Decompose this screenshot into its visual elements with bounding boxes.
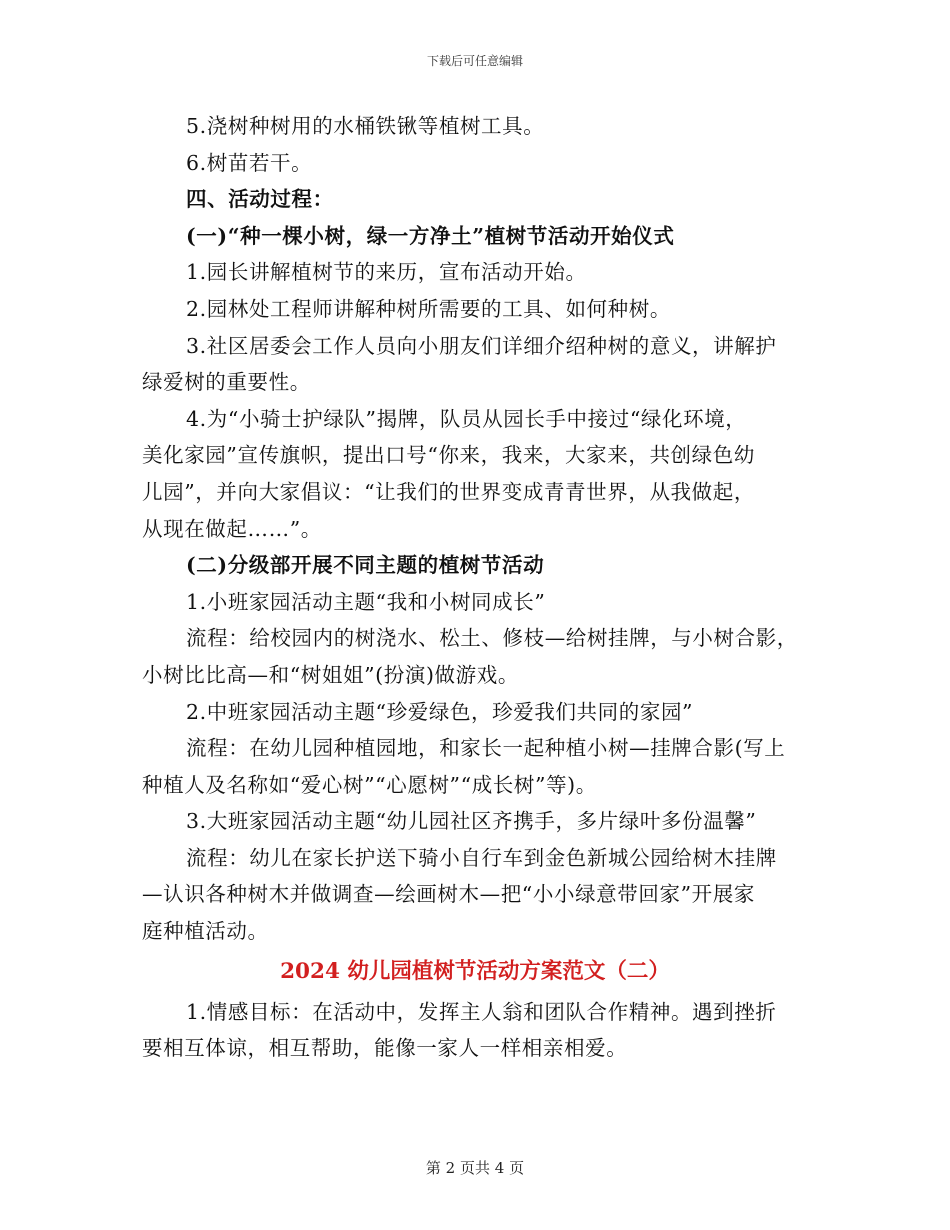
section-title: 2024 幼儿园植树节活动方案范文（二） [280,958,670,984]
text-line: 庭种植活动。 [142,919,269,944]
text-line: 流程：给校园内的树浇水、松土、修枝—给树挂牌，与小树合影， [186,626,798,651]
text-line: 3.大班家园活动主题“幼儿园社区齐携手，多片绿叶多份温馨” [186,809,757,834]
text-line: 2.园林处工程师讲解种树所需要的工具、如何种树。 [186,296,671,321]
text-line: 流程：幼儿在家长护送下骑小自行车到金色新城公园给树木挂牌 [186,845,777,870]
paragraph-block-after [142,994,808,1067]
paragraph-block-main [142,108,808,950]
text-line: (二)分级部开展不同主题的植树节活动 [186,553,545,578]
text-line: 四、活动过程： [186,187,334,212]
text-line: 2.中班家园活动主题“珍爱绿色，珍爱我们共同的家园” [186,699,694,724]
text-line: 从现在做起……”。 [142,516,322,541]
text-line: 要相互体谅，相互帮助，能像一家人一样相亲相爱。 [142,1036,628,1061]
text-line: 1.小班家园活动主题“我和小树同成长” [186,589,546,614]
text-line: 1.情感目标：在活动中，发挥主人翁和团队合作精神。遇到挫折 [186,999,777,1024]
text-line: 5.浇树种树用的水桶铁锹等植树工具。 [186,114,545,138]
text-line: 美化家园”宣传旗帜，提出口号“你来，我来，大家来，共创绿色幼 [142,443,755,468]
text-line: 3.社区居委会工作人员向小朋友们详细介绍种树的意义，讲解护 [186,333,777,358]
document-body [142,108,808,1067]
text-line: (一)“种一棵小树，绿一方净土”植树节活动开始仪式 [186,223,675,248]
text-line: 流程：在幼儿园种植园地，和家长一起种植小树—挂牌合影(写上 [186,736,786,761]
text-line: —认识各种树木并做调查—绘画树木—把“小小绿意带回家”开展家 [142,882,755,907]
text-line: 4.为“小骑士护绿队”揭牌，队员从园长手中接过“绿化环境， [186,406,747,431]
text-line: 1.园长讲解植树节的来历，宣布活动开始。 [186,260,587,285]
page-header: 下载后可任意编辑 [426,54,523,68]
text-line: 种植人及名称如“爱心树”“心愿树”“成长树”等)。 [142,772,597,797]
text-line: 小树比比高—和“树姐姐”(扮演)做游戏。 [142,662,519,687]
text-line: 绿爱树的重要性。 [142,370,311,395]
text-line: 6.树苗若干。 [186,150,313,175]
text-line: 儿园”，并向大家倡议：“让我们的世界变成青青世界，从我做起， [142,479,755,504]
page-footer: 第 2 页共 4 页 [425,1159,525,1177]
